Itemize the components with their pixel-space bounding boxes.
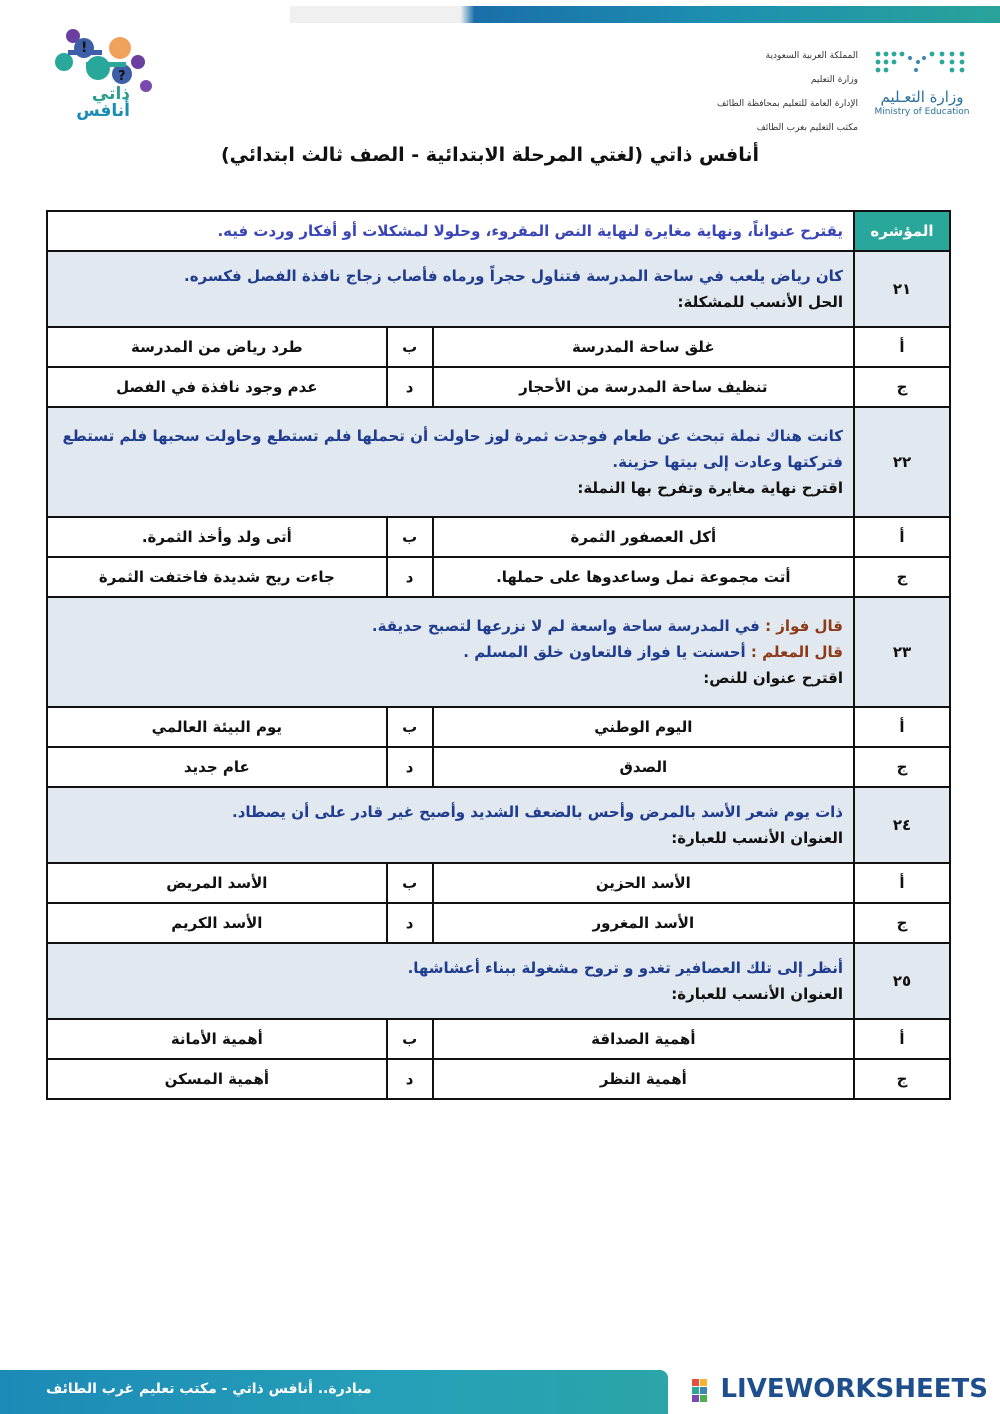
org-line: وزارة التعليم (810, 75, 858, 85)
option-letter: د (387, 557, 433, 597)
question-text (47, 251, 854, 327)
questions-table (46, 210, 951, 1100)
option-letter: ج (854, 557, 950, 597)
indicator-text: يقترح عنواناً، ونهاية مغايرة لنهاية النص المقروء، وحلولا لمشكلات أو أفكار وردت فيه. (47, 211, 854, 251)
option-letter: د (387, 903, 433, 943)
options-row (47, 863, 950, 903)
option-choice[interactable]: عدم وجود نافذة في الفصل (47, 367, 387, 407)
question-row (47, 251, 950, 327)
option-letter: ج (854, 1059, 950, 1099)
option-letter: د (387, 1059, 433, 1099)
question-text (47, 597, 854, 707)
option-choice[interactable]: طرد رياض من المدرسة (47, 327, 387, 367)
question-line (58, 613, 843, 639)
question-line (58, 955, 843, 981)
question-row (47, 787, 950, 863)
question-line-text: كانت هناك نملة تبحث عن طعام فوجدت ثمرة لوز حاولت أن تحملها فلم تستطع وحاولت سحبها فلم تستطع فتركتها وعادت إلى بيتها حزينة. (62, 427, 843, 471)
question-text (47, 943, 854, 1019)
option-letter: ب (387, 327, 433, 367)
option-choice[interactable]: أتى ولد وأخذ الثمرة. (47, 517, 387, 557)
option-choice[interactable]: الأسد المغرور (433, 903, 854, 943)
org-lines (717, 44, 858, 140)
org-line: مكتب التعليم بغرب الطائف (756, 123, 858, 133)
question-line-text: اقترح نهاية مغايرة وتفرح بها النملة: (577, 479, 843, 497)
option-letter: أ (854, 327, 950, 367)
org-line: الإدارة العامة للتعليم بمحافظة الطائف (716, 99, 858, 109)
option-choice[interactable]: يوم البيئة العالمي (47, 707, 387, 747)
speaker-label: قال المعلم : (750, 643, 843, 661)
ministry-dots-icon (872, 48, 972, 78)
logo-caption-line2: أنافس (76, 101, 130, 121)
option-letter: أ (854, 863, 950, 903)
option-letter: ب (387, 707, 433, 747)
question-row (47, 597, 950, 707)
question-line-text: الحل الأنسب للمشكلة: (677, 293, 843, 311)
question-number: ٢٥ (854, 943, 950, 1019)
logo-caption (40, 86, 130, 120)
options-row (47, 747, 950, 787)
option-choice[interactable]: الأسد الحزين (433, 863, 854, 903)
question-line (58, 665, 843, 691)
question-number: ٢٣ (854, 597, 950, 707)
question-line-text: كان رياض يلعب في ساحة المدرسة فتناول حجراً ورماه فأصاب زجاج نافذة الفصل فكسره. (184, 267, 843, 285)
question-line (58, 475, 843, 501)
option-letter: د (387, 367, 433, 407)
question-line (58, 825, 843, 851)
option-choice[interactable]: الأسد المريض (47, 863, 387, 903)
option-choice[interactable]: تنظيف ساحة المدرسة من الأحجار (433, 367, 854, 407)
svg-text:!: ! (81, 40, 88, 56)
option-choice[interactable]: أكل العصفور الثمرة (433, 517, 854, 557)
option-letter: أ (854, 517, 950, 557)
question-line (58, 423, 843, 475)
question-line-text: في المدرسة ساحة واسعة لم لا نزرعها لتصبح حديقة. (371, 617, 766, 635)
options-row (47, 557, 950, 597)
question-line (58, 263, 843, 289)
svg-text:?: ? (118, 69, 126, 84)
question-line (58, 289, 843, 315)
option-choice[interactable]: الصدق (433, 747, 854, 787)
question-number: ٢١ (854, 251, 950, 327)
question-line-text: العنوان الأنسب للعبارة: (671, 829, 843, 847)
options-row (47, 327, 950, 367)
option-choice[interactable]: اليوم الوطني (433, 707, 854, 747)
option-letter: أ (854, 1019, 950, 1059)
question-line (58, 639, 843, 665)
option-choice[interactable]: عام جديد (47, 747, 387, 787)
footer-text: مبادرة.. أنافس ذاتي - مكتب تعليم غرب الطائف (46, 1381, 372, 1397)
liveworksheets-logo-icon (691, 1378, 717, 1404)
question-line-text: اقترح عنوان للنص: (703, 669, 843, 687)
ministry-name-ar: وزارة التعـليم (880, 88, 964, 106)
page-title: أنافس ذاتي (لغتي المرحلة الابتدائية - الصف ثالث ابتدائي) (220, 144, 760, 166)
options-row (47, 1019, 950, 1059)
top-color-bar (290, 6, 1000, 23)
option-letter: أ (854, 707, 950, 747)
option-choice[interactable]: أهمية النظر (433, 1059, 854, 1099)
question-text (47, 787, 854, 863)
ministry-name-en: Ministry of Education (874, 107, 970, 117)
ministry-logo (862, 48, 982, 117)
options-row (47, 707, 950, 747)
question-line-text: أنظر إلى تلك العصافير تغدو و تروح مشغولة ببناء أعشاشها. (407, 959, 843, 977)
options-row (47, 367, 950, 407)
option-letter: ب (387, 517, 433, 557)
question-line (58, 799, 843, 825)
option-letter: ب (387, 1019, 433, 1059)
option-letter: د (387, 747, 433, 787)
options-row (47, 1059, 950, 1099)
indicator-label: المؤشره (854, 211, 950, 251)
question-line-text: ذات يوم شعر الأسد بالمرض وأحس بالضعف الشديد وأصبح غير قادر على أن يصطاد. (232, 803, 843, 821)
liveworksheets-brand: LIVEWORKSHEETS (720, 1374, 988, 1404)
option-letter: ج (854, 747, 950, 787)
question-row (47, 943, 950, 1019)
question-number: ٢٢ (854, 407, 950, 517)
option-letter: ج (854, 367, 950, 407)
question-row (47, 407, 950, 517)
option-letter: ب (387, 863, 433, 903)
indicator-row (47, 211, 950, 251)
logo-caption-line1: ذاتي (91, 84, 130, 104)
options-row (47, 517, 950, 557)
question-text (47, 407, 854, 517)
question-line-text: أحسنت يا فواز فالتعاون خلق المسلم . (463, 643, 751, 661)
question-line (58, 981, 843, 1007)
option-choice[interactable]: أهمية الصداقة (433, 1019, 854, 1059)
option-letter: ج (854, 903, 950, 943)
org-line: المملكة العربية السعودية (765, 51, 858, 61)
speaker-label: قال فواز : (765, 617, 843, 635)
options-row (47, 903, 950, 943)
option-choice[interactable]: أهمية المسكن (47, 1059, 387, 1099)
question-line-text: العنوان الأنسب للعبارة: (671, 985, 843, 1003)
option-choice[interactable]: جاءت ريح شديدة فاختفت الثمرة (47, 557, 387, 597)
question-number: ٢٤ (854, 787, 950, 863)
option-choice[interactable]: أهمية الأمانة (47, 1019, 387, 1059)
option-choice[interactable]: غلق ساحة المدرسة (433, 327, 854, 367)
option-choice[interactable]: الأسد الكريم (47, 903, 387, 943)
option-choice[interactable]: أتت مجموعة نمل وساعدوها على حملها. (433, 557, 854, 597)
